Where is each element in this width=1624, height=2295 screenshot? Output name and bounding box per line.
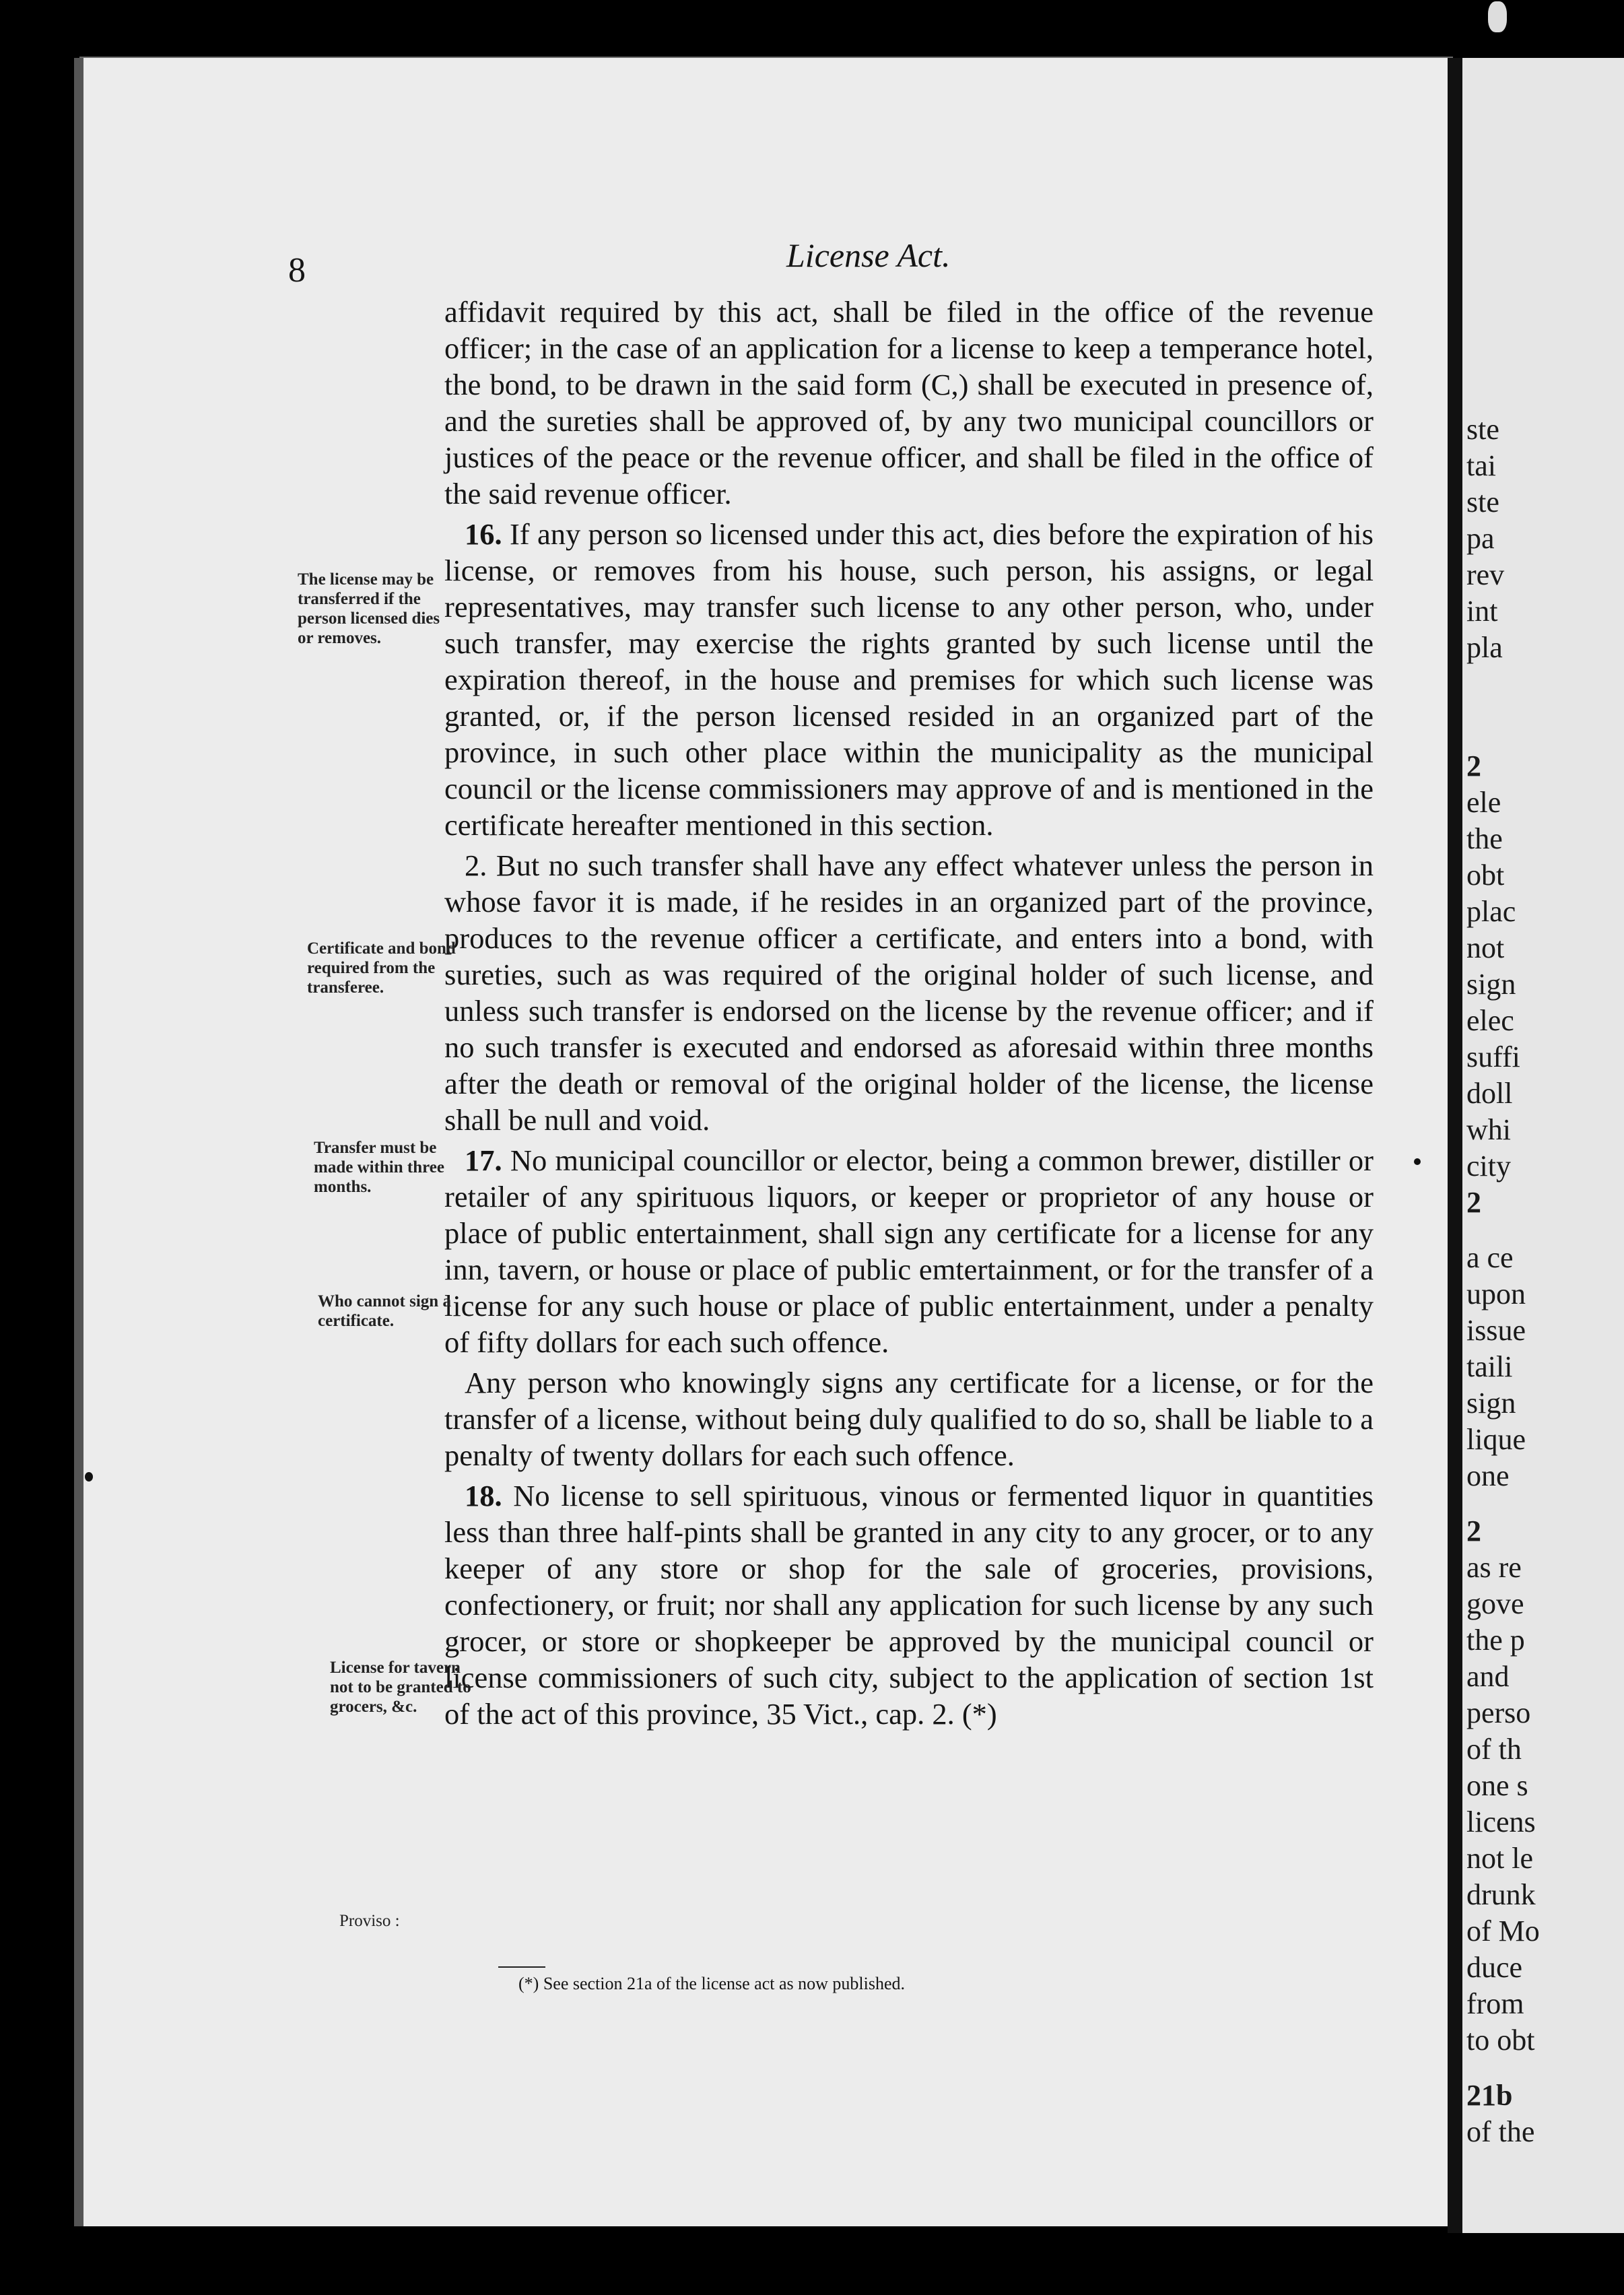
facing-page-line: city [1466,1150,1511,1183]
facing-page-line: pa [1466,522,1495,555]
facing-page-line: not le [1466,1842,1533,1875]
margin-note: License for tavern not to be granted to grocers, &c. [330,1659,471,1716]
facing-page-line: sign [1466,968,1516,1001]
footnote: (*) See section 21a of the license act as now published. [518,1974,905,1993]
section-text: No license to sell spirituous, vinous or fermented liquor in quantities less than three half-pints shall be granted in any city to any grocer, or to any keeper of any store or shop for the sale of groceries, provisions, confectionery, or fruit; nor shall any application for such license by any such grocer, or store or shopkeeper be approved by the municipal council or license commissioners of such city, subject to the application of section 1st of the act of this province, 35 Vict., cap. 2. (*) [444,1479,1374,1731]
facing-page-line: from [1466,1987,1524,2020]
facing-page-line: 2 [1466,1186,1481,1219]
facing-page-line: to obt [1466,2024,1535,2057]
facing-page-line: and [1466,1660,1510,1693]
scan-speck [1488,1,1507,32]
ink-dot [1414,1158,1421,1165]
section-text: If any person so licensed under this act, dies before the expiration of his license, or removes from his house, such person, his assigns, or legal representatives, may transfer such license to any other person, who, under such transfer, may exercise the rights granted by such license until the expiration thereof, in the house and premises for which such license was granted, or, if the person licensed resided in an organized part of the province, in such other place within the municipality as the municipal council or the license commissioners may approve of and is mentioned in the certificate hereafter mentioned in this section. [444,517,1374,842]
section-number: 18. [465,1479,502,1512]
book-gutter [1448,58,1462,2233]
facing-page-line: 21b [1466,2079,1513,2112]
footnote-rule [498,1966,545,1968]
facing-page-line: rev [1466,558,1505,591]
facing-page-line: taili [1466,1350,1513,1383]
facing-page-line: one [1466,1459,1510,1492]
facing-page-line: perso [1466,1696,1531,1729]
main-text [444,294,1374,1736]
facing-page-line: not [1466,931,1505,964]
facing-page-line: tai [1466,449,1496,482]
facing-page-line: 2 [1466,1515,1481,1548]
section-16-subsection-2: 2. But no such transfer shall have any effect whatever unless the person in whose favor it is made, if he resides in an organized part of the province, produces to the revenue officer a certificate, and enters into a bond, with sureties, such as was required of the original holder of such license, and unless such transfer is endorsed on the license by the revenue officer; and if no such transfer is executed and endorsed as aforesaid within three months after the death or removal of the original holder of the license, the license shall be null and void. [444,849,1374,1137]
running-title: License Act. [786,236,951,274]
binding-hole [85,1472,93,1482]
facing-page-line: drunk [1466,1878,1536,1911]
section-number: 16. [465,517,502,551]
facing-page-line: elec [1466,1004,1514,1037]
section-text: No municipal councillor or elector, being a common brewer, distiller or retailer of any spirituous liquors, or keeper or proprietor of any house or place of public entertainment, shall sign any certificate for a license for any inn, tavern, or house or place of public emtertainment, or for the transfer of a license for any such house or place of public entertainment, under a penalty of fifty dollars for each such offence. [444,1143,1374,1359]
facing-page-line: obt [1466,859,1505,892]
facing-page-line: the [1466,822,1503,855]
margin-note: Certificate and bond required from the transferee. [307,939,456,997]
facing-page-line: one s [1466,1769,1528,1802]
facing-page-line: as re [1466,1551,1522,1584]
section-number: 17. [465,1143,502,1177]
facing-page-line: suffi [1466,1040,1520,1073]
facing-page-line: of th [1466,1733,1522,1766]
paragraph-continued: affidavit required by this act, shall be filed in the office of the revenue officer; in the case of an application for a license to keep a temperance hotel, the bond, to be drawn in the said form (C,) shall be executed in presence of, and the sureties shall be approved of, by any two municipal councillors or justices of the peace or the revenue officer, and shall be filed in the office of the said revenue officer. [444,295,1374,510]
facing-page-line: gove [1466,1587,1524,1620]
section-17 [444,1142,1374,1360]
facing-page-line: issue [1466,1314,1526,1347]
page-edge-left [74,58,83,2226]
facing-page-line: the p [1466,1624,1525,1657]
facing-page-line: duce [1466,1951,1523,1984]
facing-page-line: sign [1466,1387,1516,1420]
facing-page-line: upon [1466,1277,1526,1310]
margin-note: The license may be transferred if the person licensed dies or removes. [298,570,440,647]
facing-page-line: whi [1466,1113,1511,1146]
facing-page-line: a ce [1466,1241,1514,1274]
margin-note-proviso: Proviso : [339,1912,400,1930]
facing-page-line: ele [1466,786,1501,819]
facing-page-line: ste [1466,486,1499,519]
facing-page-line: plac [1466,895,1516,928]
facing-page-line: 2 [1466,750,1481,783]
section-18 [444,1477,1374,1732]
facing-page-line: pla [1466,631,1503,664]
facing-page-line: int [1466,595,1498,628]
facing-page-line: of the [1466,2115,1535,2148]
page-number: 8 [288,251,306,290]
facing-page-line: doll [1466,1077,1513,1110]
margin-note: Transfer must be made within three months. [314,1139,444,1196]
facing-page-line: licens [1466,1805,1536,1838]
facing-page-line: of Mo [1466,1915,1540,1948]
facing-page-line: ste [1466,413,1499,446]
section-17-paragraph-2: Any person who knowingly signs any certificate for a license, or for the transfer of a license, without being duly qualified to do so, shall be liable to a penalty of twenty dollars for each such offence. [444,1366,1374,1472]
facing-page-line: lique [1466,1423,1526,1456]
section-16 [444,516,1374,843]
margin-note: Who cannot sign a certificate. [318,1292,451,1330]
